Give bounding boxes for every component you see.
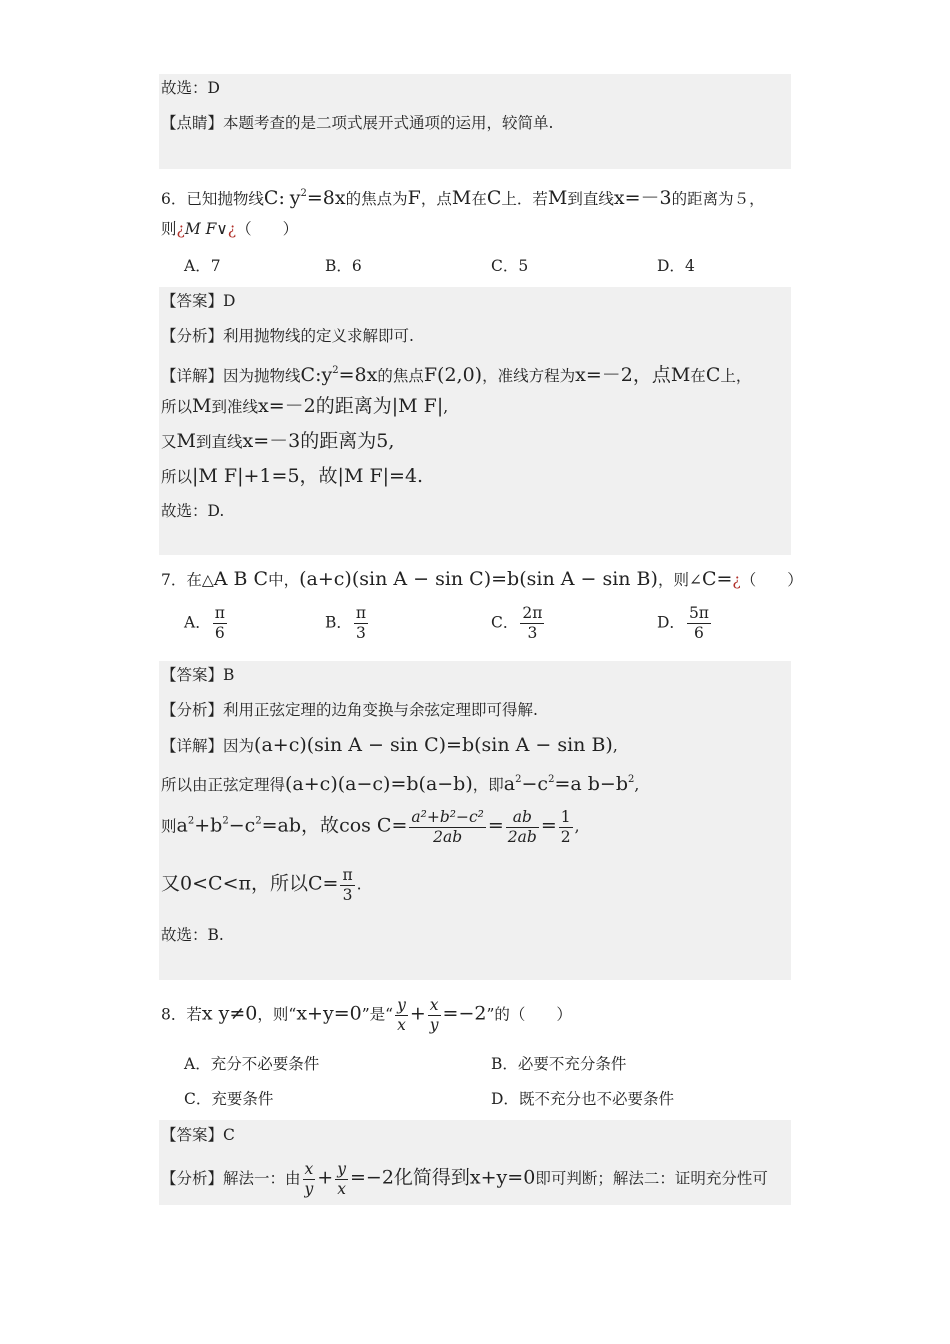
q6-option-c[interactable]: C．5 [491, 257, 529, 275]
a6-analysis: 【分析】利用抛物线的定义求解即可. [161, 327, 414, 345]
q6-text-d: 在 [471, 190, 487, 208]
q6-option-d[interactable]: D．4 [657, 257, 695, 275]
q6-option-a[interactable]: A．7 [184, 257, 221, 275]
q7-line: 7．在△A B C中，(a+c)(sin A − sin C)=b(sin A − sin B)，则∠C=¿（ ） [161, 568, 803, 590]
q6-text-e: 上．若 [501, 190, 548, 208]
a8-analysis: 【分析】解法一：由 $\frac{x}{y}$ + $\frac{y}{x}$ =−2化简得到x+y=0即可判断；解法二：证明充分性可 [161, 1160, 768, 1198]
q6-text-then: 则 [161, 220, 177, 238]
q6-point-2: M [547, 187, 568, 209]
q5-comment [161, 112, 553, 134]
q6-text-g: 的距离为５， [671, 190, 765, 208]
a6-answer: 【答案】D [161, 292, 236, 310]
a6-detail-2: 所以M到准线x=－2的距离为|M F|, [161, 395, 449, 417]
a7-detail-1: 【详解】因为(a+c)(sin A − sin C)=b(sin A − sin B), [161, 734, 618, 756]
q6-paren: （ ） [236, 220, 299, 238]
q6-curve-2: C [486, 187, 502, 209]
q6-number: 6． [161, 190, 187, 208]
q7-option-d[interactable]: D． $\frac{5\pi}{6}$ [657, 604, 709, 642]
q6-curve: C [263, 187, 279, 209]
q5-choose: 故选：D [161, 79, 220, 97]
comment-tag: 【点睛】 [161, 114, 224, 132]
a7-detail-3: 则$a^2+b^2-c^2=ab$，故cos C= $\frac{\text{a²+b²−c²}}{2ab}$ = $\frac{ab}{2ab}$ = $\frac{1}{2}$ , [161, 808, 580, 846]
q6-line1: 6．已知抛物线C: $y^2=8x$的焦点为F，点M在C上．若M到直线x=－3的距离为５， [161, 187, 765, 209]
q7-option-c[interactable]: C． $\frac{2\pi}{3}$ [491, 604, 543, 642]
q6-vee: ∨ [216, 220, 228, 238]
a8-answer: 【答案】C [161, 1126, 235, 1144]
q6-eq-y: y [289, 187, 301, 209]
q6-text: 已知抛物线 [186, 190, 264, 208]
a7-answer: 【答案】B [161, 666, 235, 684]
q6-text-f: 到直线 [567, 190, 614, 208]
a6-detail-4: 所以|M F|+1=5，故|M F|=4. [161, 465, 424, 487]
q6-focus: F [407, 187, 421, 209]
q6-eq-x: x [334, 187, 346, 209]
q6-garbled-1: ¿ [176, 220, 185, 238]
q6-line2 [161, 218, 298, 240]
a7-analysis: 【分析】利用正弦定理的边角变换与余弦定理即可得解. [161, 701, 538, 719]
a6-choose: 故选：D. [161, 502, 225, 520]
q8-option-a[interactable]: A．充分不必要条件 [184, 1055, 320, 1073]
q6-abs: M F [184, 220, 217, 238]
q7-option-b[interactable]: B． $\frac{\pi}{3}$ [325, 604, 367, 642]
q6-text-b: 的焦点为 [345, 190, 408, 208]
q6-eq-rest: =8 [306, 187, 335, 209]
q8-option-d[interactable]: D．既不充分也不必要条件 [491, 1090, 674, 1108]
a7-detail-2: 所以由正弦定理得(a+c)(a−c)=b(a−b)，即$a^2-c^2=a$ $b-b^2$, [161, 773, 640, 795]
a7-choose: 故选：B. [161, 926, 224, 944]
comment-text: 本题考查的是二项式展开式通项的运用，较简单. [223, 114, 554, 132]
q8-option-b[interactable]: B．必要不充分条件 [491, 1055, 627, 1073]
a7-detail-4: 又0<C<π，所以C= $\frac{\pi}{3}$ . [161, 866, 362, 904]
q8-option-c[interactable]: C．充要条件 [184, 1090, 274, 1108]
a6-detail-3: 又M到直线x=－3的距离为5, [161, 430, 395, 452]
q6-line-x: x [613, 187, 625, 209]
q6-garbled-2: ¿ [227, 220, 237, 238]
q6-point: M [451, 187, 472, 209]
q6-line-val: =－3 [624, 187, 672, 209]
a6-detail-1: 【详解】因为抛物线$C:y^2=8x$的焦点F(2,0)，准线方程为x=－2，点M在C上， [161, 364, 752, 386]
q6-option-b[interactable]: B．6 [325, 257, 362, 275]
q6-text-c: ，点 [420, 190, 452, 208]
q7-option-a[interactable]: A． $\frac{\pi}{6}$ [184, 604, 225, 642]
q8-line: 8．若x y≠0，则“x+y=0”是“ $\frac{y}{x}$ + $\frac{x}{y}$ =−2”的（ ） [161, 996, 572, 1034]
